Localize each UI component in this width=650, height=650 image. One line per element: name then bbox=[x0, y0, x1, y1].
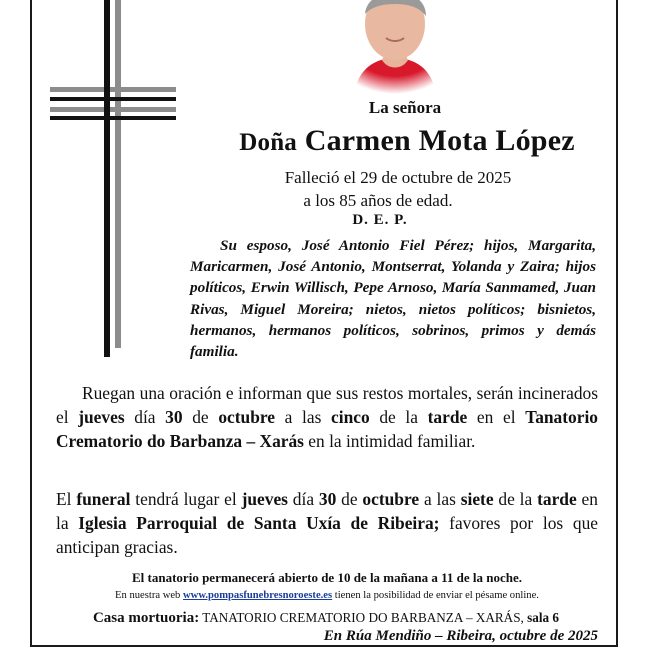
funeral-paragraph: El funeral tendrá lugar el jueves día 30 de octubre a las siete de la tarde en la Iglesia Parroquial de Santa Uxía de Ribeira; favores por los que anticipan gracias. bbox=[56, 489, 599, 557]
place-date: En Rúa Mendiño – Ribeira, octubre de 2025 bbox=[323, 628, 598, 644]
website-link[interactable]: www.pompasfunebresnoroeste.es bbox=[183, 590, 333, 601]
funeral-home-line bbox=[40, 610, 612, 627]
funeral-home-room: sala 6 bbox=[527, 610, 560, 625]
death-date: Falleció el 29 de octubre de 2025 bbox=[284, 168, 512, 187]
web-line: En nuestra web www.pompasfunebresnoroeste.es tienen la posibilidad de enviar el pésame online. bbox=[115, 590, 539, 601]
dep-text: D. E. P. bbox=[352, 212, 408, 228]
name-text: Carmen Mota López bbox=[304, 124, 575, 157]
opening-hours: El tanatorio permanecerá abierto de 10 de la mañana a 11 de la noche. bbox=[132, 570, 522, 585]
funeral-home-value: TANATORIO CREMATORIO DO BARBANZA – XARÁS, bbox=[199, 610, 528, 625]
funeral-home-label: Casa mortuoria: bbox=[92, 610, 200, 626]
age-text: a los 85 años de edad. bbox=[303, 191, 453, 210]
title-lady: La señora bbox=[368, 98, 442, 117]
deceased-name bbox=[205, 124, 609, 158]
portrait-photo bbox=[336, 0, 454, 94]
cremation-paragraph: Ruegan una oración e informan que sus restos mortales, serán incinerados el jueves día 30 de octubre a las cinco de la tarde en el Tanatorio Crematorio do Barbanza – Xarás en la intimidad familiar. bbox=[56, 383, 598, 451]
name-prefix: Doña bbox=[239, 129, 298, 156]
family-list: Su esposo, José Antonio Fiel Pérez; hijos, Margarita, Maricarmen, José Antonio, Montserrat, Yolanda y Zaira; hijos políticos, Erwin Willisch, Pepe Arnoso, María Sanmamed, Juan Rivas, Miguel Moreira; nietos, nietos políticos; bisnietos, hermanos, hermanos políticos, sobrinos, primos y demás familia. bbox=[190, 237, 596, 361]
